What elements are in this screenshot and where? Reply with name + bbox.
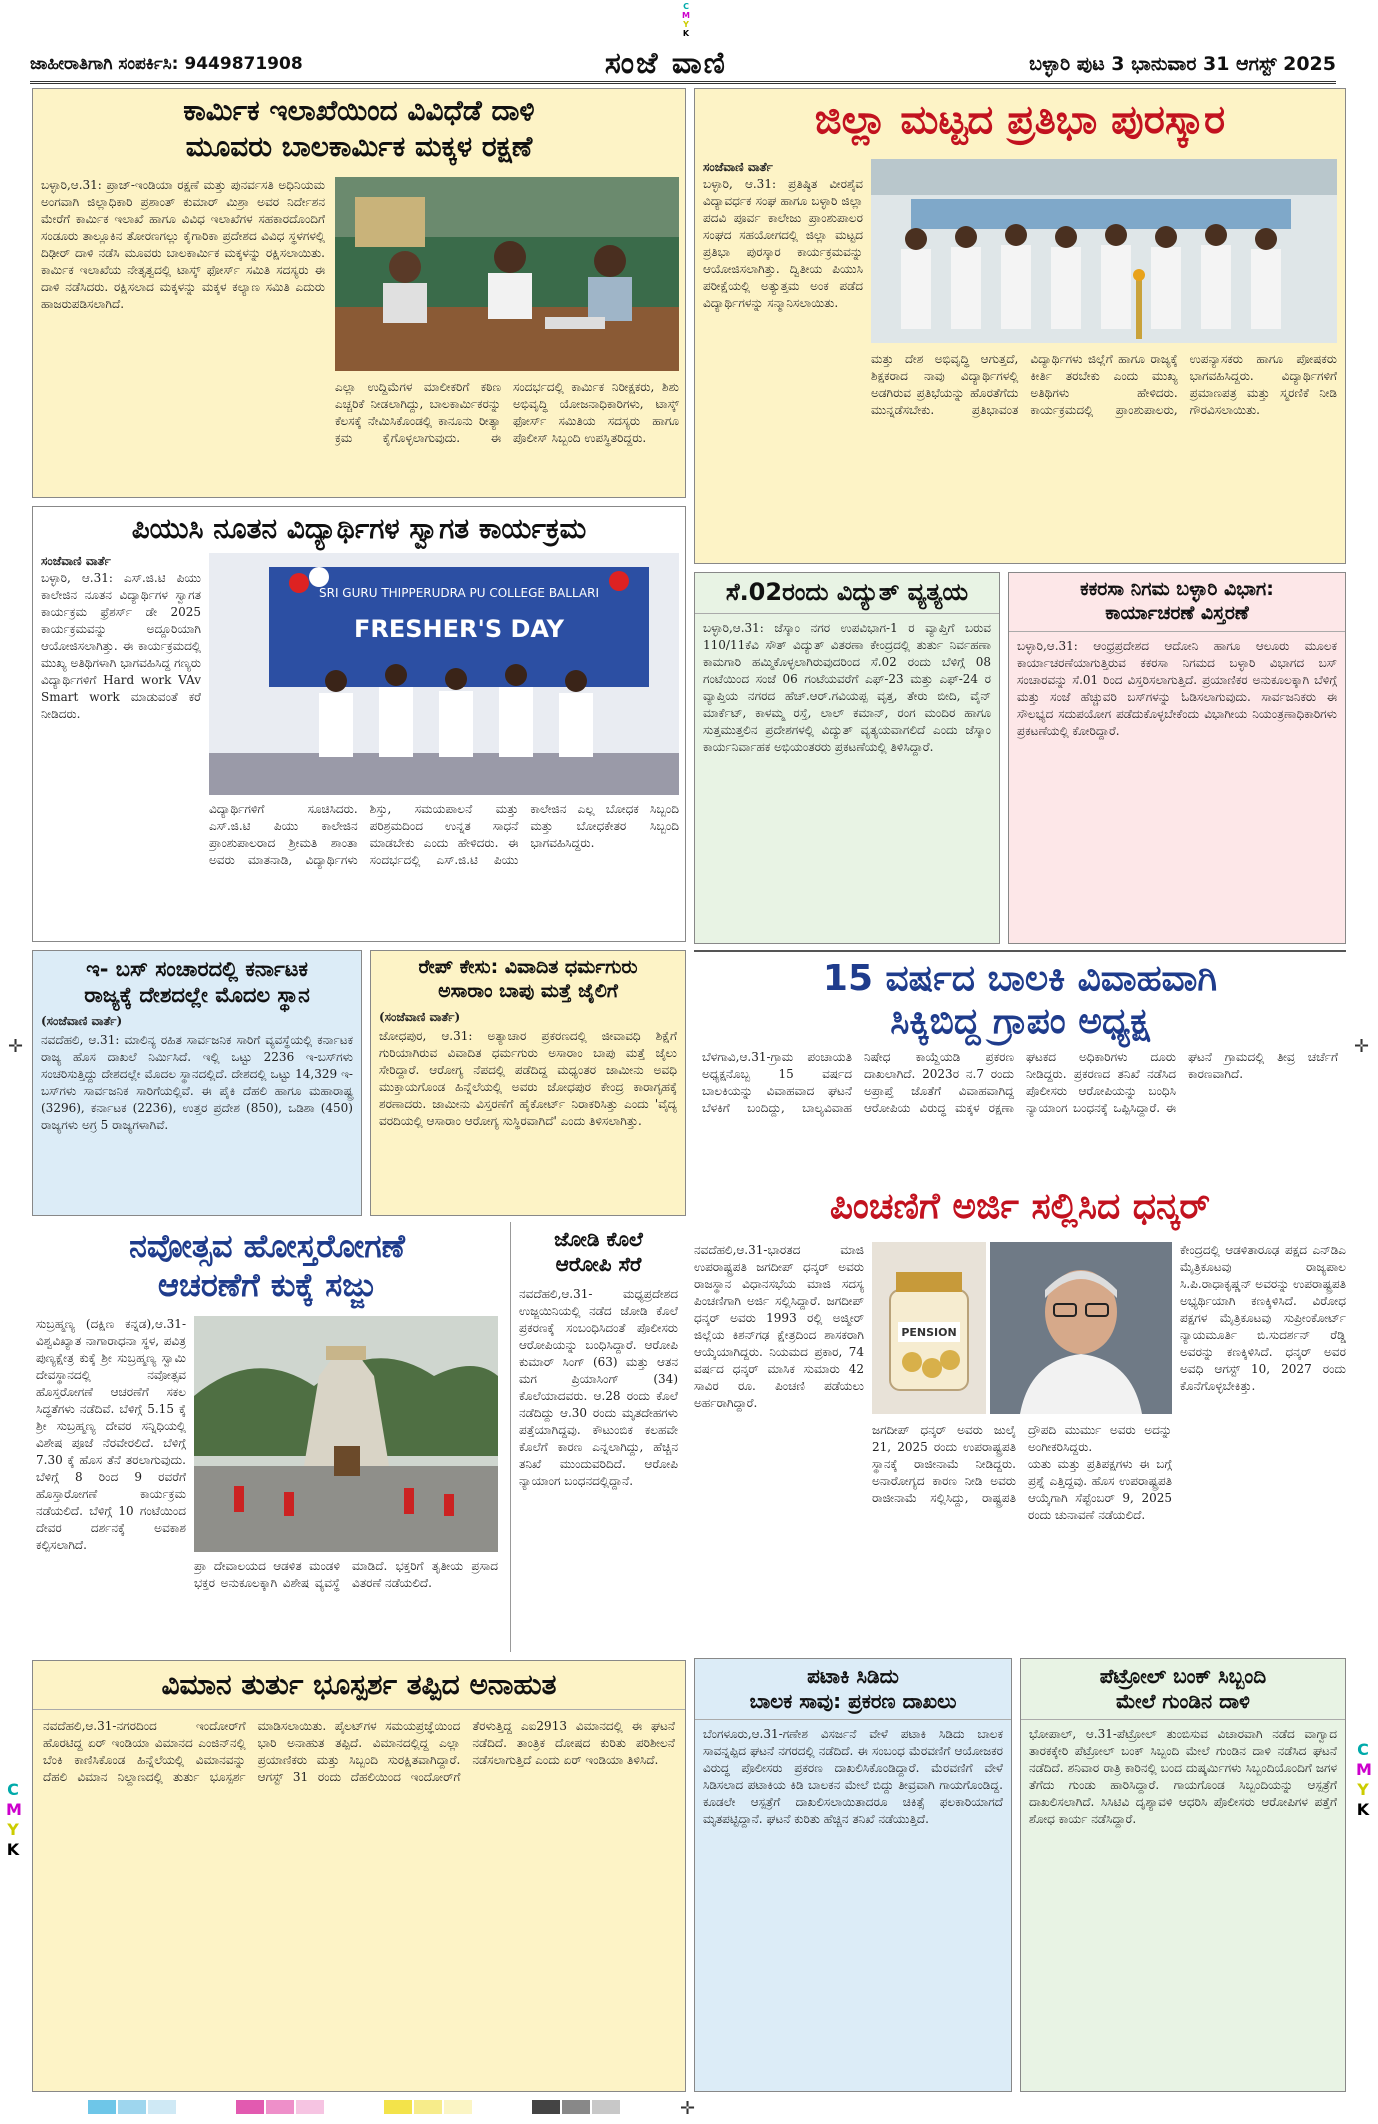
article-flight-emergency (32, 1660, 686, 2092)
pension-jar-illustration (872, 1242, 986, 1414)
cmyk-m: M (1356, 1760, 1372, 1779)
article-body: ಬಳ್ಳಾರಿ,ಆ.31: ಆಂಧ್ರಪ್ರದೇಶದ ಆದೋನಿ ಹಾಗೂ ಆಲೂರು ಮೂಲಕ ಕಾರ್ಯಾಚರಣೆಯಾಗುತ್ತಿರುವ ಕಕರಸಾ ನಿಗಮದ ಬಳ್ಳಾರಿ ವಿಭಾಗದ ಬಸ್ ಸಂಚಾರವನ್ನು ಸೆ.01 ರಿಂದ ವಿಸ್ತರಿಸಲಾಗುತ್ತಿದೆ. ಪ್ರಯಾಣಿಕರ ಅನುಕೂಲಕ್ಕಾಗಿ ಬೆಳಿಗ್ಗೆ ಮತ್ತು ಸಂಜೆ ಹೆಚ್ಚುವರಿ ಬಸ್‌ಗಳನ್ನು ಓಡಿಸಲಾಗುವುದು. ಸಾರ್ವಜನಿಕರು ಈ ಸೌಲಭ್ಯದ ಸದುಪಯೋಗ ಪಡೆದುಕೊಳ್ಳಬೇಕೆಂದು ವಿಭಾಗೀಯ ನಿಯಂತ್ರಣಾಧಿಕಾರಿಗಳು ಪ್ರಕಟಣೆಯಲ್ಲಿ ಕೋರಿದ್ದಾರೆ. (1017, 638, 1337, 738)
freshers-photo-illustration (209, 553, 679, 795)
ad-contact: ಜಾಹೀರಾತಿಗಾಗಿ ಸಂಪರ್ಕಿಸಿ: 9449871908 (30, 53, 303, 74)
article-body: ಜಗದೀಪ್ ಧನ್ಕರ್ ಅವರು ಜುಲೈ 21, 2025 ರಂದು ಉಪರಾಷ್ಟ್ರಪತಿ ಸ್ಥಾನಕ್ಕೆ ರಾಜೀನಾಮೆ ನೀಡಿದ್ದರು. ಅನಾರೋಗ್ಯದ ಕಾರಣ ನೀಡಿ ಅವರು ರಾಜೀನಾಮೆ ಸಲ್ಲಿಸಿದ್ದು, ರಾಷ್ಟ್ರಪತಿ ದ್ರೌಪದಿ ಮುರ್ಮು ಅವರು ಅದನ್ನು ಅಂಗೀಕರಿಸಿದ್ದರು. (872, 1423, 1172, 1506)
article-body: ನವದೆಹಲಿ,ಆ.31-ನಗರದಿಂದ ಇಂದೋರ್‌ಗೆ ಹೊರಟಿದ್ದ ಏರ್ ಇಂಡಿಯಾ ವಿಮಾನದ ಎಂಜಿನ್‌ನಲ್ಲಿ ಬೆಂಕಿ ಕಾಣಿಸಿಕೊಂಡ ಹಿನ್ನೆಲೆಯಲ್ಲಿ ವಿಮಾನವನ್ನು ದೆಹಲಿ ವಿಮಾನ ನಿಲ್ದಾಣದಲ್ಲಿ ತುರ್ತು ಭೂಸ್ಪರ್ಶ ಮಾಡಿಸಲಾಯಿತು. ಪೈಲಟ್‌ಗಳ ಸಮಯಪ್ರಜ್ಞೆಯಿಂದ ಭಾರಿ ಅನಾಹುತ ತಪ್ಪಿದೆ. ವಿಮಾನದಲ್ಲಿದ್ದ ಎಲ್ಲಾ ಪ್ರಯಾಣಿಕರು ಮತ್ತು ಸಿಬ್ಬಂದಿ ಸುರಕ್ಷಿತವಾಗಿದ್ದಾರೆ. ಆಗಸ್ಟ್ 31 ರಂದು ದೆಹಲಿಯಿಂದ ಇಂದೋರ್‌ಗೆ ತೆರಳುತ್ತಿದ್ದ ಎಐ2913 ವಿಮಾನದಲ್ಲಿ ಈ ಘಟನೆ ನಡೆದಿದೆ. ತಾಂತ್ರಿಕ ದೋಷದ ಕುರಿತು ಪರಿಶೀಲನೆ ನಡೆಸಲಾಗುತ್ತಿದೆ ಎಂದು ಏರ್ ಇಂಡಿಯಾ ತಿಳಿಸಿದೆ. (43, 1719, 675, 1785)
meeting-photo-illustration (335, 177, 679, 371)
article-petrol-bunk (1020, 1658, 1346, 2092)
article-firecracker (694, 1658, 1012, 2092)
color-calibration-swatch (414, 2100, 442, 2114)
color-calibration-swatch (562, 2100, 590, 2114)
color-calibration-swatch (532, 2100, 560, 2114)
color-calibration-swatch (592, 2100, 620, 2114)
article-column (41, 553, 201, 937)
color-calibration-swatch (118, 2100, 146, 2114)
article-body: ಬಳ್ಳಾರಿ,ಆ.31: ಜೆಸ್ಕಾಂ ನಗರ ಉಪವಿಭಾಗ-1 ರ ವ್ಯಾಪ್ತಿಗೆ ಬರುವ 110/11ಕೆವಿ ಸೌತ್ ವಿದ್ಯುತ್ ವಿತರಣಾ ಕೇಂದ್ರದಲ್ಲಿ ತುರ್ತು ನಿರ್ವಹಣಾ ಕಾಮಗಾರಿ ಹಮ್ಮಿಕೊಳ್ಳಲಾಗಿರುವುದರಿಂದ ಸೆ.02 ರಂದು ಬೆಳಿಗ್ಗೆ 08 ಗಂಟೆಯಿಂದ ಸಂಜೆ 06 ಗಂಟೆಯವರೆಗೆ ಎಫ್-23 ಮತ್ತು ಎಫ್-24 ರ ವ್ಯಾಪ್ತಿಯ ನಗರದ ಹೆಚ್.ಆರ್.ಗವಿಯಪ್ಪ ವೃತ್ತ, ತೇರು ಬೀದಿ, ವೈನ್ ಮಾರ್ಕೆಟ್, ಕಾಳಮ್ಮ ರಸ್ತೆ, ಲಾಲ್ ಕಮಾನ್, ರಂಗ ಮಂದಿರ ಹಾಗೂ ಸುತ್ತಮುತ್ತಲಿನ ಪ್ರದೇಶಗಳಲ್ಲಿ ವಿದ್ಯುತ್ ವ್ಯತ್ಯಯವಾಗಲಿದೆ ಎಂದು ಜೆಸ್ಕಾಂ ಕಾರ್ಯನಿರ್ವಾಹಕ ಅಭಿಯಂತರರು ಪ್ರಕಟಣೆಯಲ್ಲಿ ತಿಳಿಸಿದ್ದಾರೆ. (703, 620, 991, 754)
article-body: ಜೋಧಪುರ, ಆ.31: ಅತ್ಯಾಚಾರ ಪ್ರಕರಣದಲ್ಲಿ ಜೀವಾವಧಿ ಶಿಕ್ಷೆಗೆ ಗುರಿಯಾಗಿರುವ ವಿವಾದಿತ ಧರ್ಮಗುರು ಅಸಾರಾಂ ಬಾಪು ಮತ್ತೆ ಜೈಲು ಸೇರಿದ್ದಾರೆ. ಆರೋಗ್ಯ ನೆಪದಲ್ಲಿ ಪಡೆದಿದ್ದ ಮಧ್ಯಂತರ ಜಾಮೀನು ಅವಧಿ ಮುಕ್ತಾಯಗೊಂಡ ಹಿನ್ನೆಲೆಯಲ್ಲಿ ಅವರು ಜೋಧಪುರ ಕೇಂದ್ರ ಕಾರಾಗೃಹಕ್ಕೆ ಶರಣಾದರು. ಜಾಮೀನು ವಿಸ್ತರಣೆಗೆ ಹೈಕೋರ್ಟ್ ನಿರಾಕರಿಸಿತ್ತು ಎಂದು 'ವೈದ್ಯ ವರದಿಯಲ್ಲಿ ಆಸಾರಾಂ ಆರೋಗ್ಯ ಸುಸ್ಥಿರವಾಗಿದೆ' ಎಂದು ತಿಳಿಸಲಾಗಿತ್ತು. (379, 1028, 677, 1128)
headline: ಜಿಲ್ಲಾ ಮಟ್ಟದ ಪ್ರತಿಭಾ ಪುರಸ್ಕಾರ (814, 97, 1226, 143)
article-ebus (32, 950, 362, 1216)
crosshair-mark: ✛ (1354, 1036, 1370, 1057)
cmyk-k: K (682, 29, 690, 38)
photo-dhankhar (990, 1242, 1172, 1414)
crosshair-mark: ✛ (680, 2098, 696, 2119)
page-header (30, 46, 1336, 84)
cmyk-c: C (1357, 1740, 1369, 1759)
headline: ರೇಪ್ ಕೇಸು: ವಿವಾದಿತ ಧರ್ಮಗುರು (418, 956, 638, 978)
article-power-cut (694, 572, 1000, 944)
article-body: ಬಳ್ಳಾರಿ, ಆ.31: ಪ್ರತಿಷ್ಠಿತ ವೀರಶೈವ ವಿದ್ಯಾವರ್ಧಕ ಸಂಘ ಹಾಗೂ ಬಳ್ಳಾರಿ ಜಿಲ್ಲಾ ಪದವಿ ಪೂರ್ವ ಕಾಲೇಜು ಪ್ರಾಂಶುಪಾಲರ ಸಂಘದ ಸಹಯೋಗದಲ್ಲಿ ಜಿಲ್ಲಾ ಮಟ್ಟದ ಪ್ರತಿಭಾ ಪುರಸ್ಕಾರ ಕಾರ್ಯಕ್ರಮವನ್ನು ಆಯೋಜಿಸಲಾಗಿತ್ತು. ದ್ವಿತೀಯ ಪಿಯುಸಿ ಪರೀಕ್ಷೆಯಲ್ಲಿ ಅತ್ಯುತ್ತಮ ಅಂಕ ಪಡೆದ ವಿದ್ಯಾರ್ಥಿಗಳನ್ನು ಸನ್ಮಾನಿಸಲಾಯಿತು. (703, 177, 863, 311)
article-body: ಕೇಂದ್ರದಲ್ಲಿ ಆಡಳಿತಾರೂಢ ಪಕ್ಷದ ಎನ್‌ಡಿಎ ಮೈತ್ರಿಕೂಟವು ರಾಜ್ಯಪಾಲ ಸಿ.ಪಿ.ರಾಧಾಕೃಷ್ಣನ್ ಅವರನ್ನು ಉಪರಾಷ್ಟ್ರಪತಿ ಅಭ್ಯರ್ಥಿಯಾಗಿ ಕಣಕ್ಕಿಳಿಸಿದೆ. ವಿರೋಧ ಪಕ್ಷಗಳ ಮೈತ್ರಿಕೂಟವು ಸುಪ್ರೀಂಕೋರ್ಟ್ ನ್ಯಾಯಮೂರ್ತಿ ಬಿ.ಸುದರ್ಶನ್ ರೆಡ್ಡಿ ಅವರನ್ನು ಕಣಕ್ಕಿಳಿಸಿದೆ. ಧನ್ಕರ್ ಅವರ ಅವಧಿ ಆಗಸ್ಟ್ 10, 2027 ರಂದು ಕೊನೆಗೊಳ್ಳಬೇಕಿತ್ತು. (1180, 1243, 1346, 1394)
article-kukke-festival (32, 1222, 502, 1652)
headline: ಕಕರಸಾ ನಿಗಮ ಬಳ್ಳಾರಿ ವಿಭಾಗ: (1080, 578, 1274, 600)
headline: ವಿಮಾನ ತುರ್ತು ಭೂಸ್ಪರ್ಶ ತಪ್ಪಿದ ಅನಾಹುತ (33, 1661, 685, 1710)
photo-freshers-day (209, 553, 679, 795)
article-talent-award (694, 88, 1346, 564)
article-double-murder (510, 1222, 686, 1652)
cmyk-y: Y (7, 1820, 19, 1839)
cmyk-y: Y (1357, 1780, 1369, 1799)
article-kkrtc (1008, 572, 1346, 944)
headline: ಇ- ಬಸ್ ಸಂಚಾರದಲ್ಲಿ ಕರ್ನಾಟಕ (86, 957, 308, 981)
article-body: ಪ್ರಾ ದೇವಾಲಯದ ಆಡಳಿತ ಮಂಡಳಿ ಭಕ್ತರ ಅನುಕೂಲಕ್ಕಾಗಿ ವಿಶೇಷ ವ್ಯವಸ್ಥೆ ಮಾಡಿದೆ. ಭಕ್ತರಿಗೆ ತೃತೀಯ ಪ್ರಸಾದ ವಿತರಣೆ ನಡೆಯಲಿದೆ. (194, 1559, 498, 1591)
source-tag: ಸಂಜೆವಾಣಿ ವಾರ್ತೆ (703, 160, 773, 174)
pension-label: PENSION (901, 1326, 957, 1339)
cmyk-c: C (683, 2, 689, 11)
article-body: ಸುಬ್ರಹ್ಮಣ್ಯ (ದಕ್ಷಿಣ ಕನ್ನಡ),ಆ.31-ವಿಶ್ವವಿಖ್ಯಾತ ನಾಗಾರಾಧನಾ ಸ್ಥಳ, ಪವಿತ್ರ ಪುಣ್ಯಕ್ಷೇತ್ರ ಕುಕ್ಕೆ ಶ್ರೀ ಸುಬ್ರಹ್ಮಣ್ಯ ಸ್ವಾಮಿ ದೇವಸ್ಥಾನದಲ್ಲಿ ನವೋತ್ಸವ ಹೊಸ್ತರೋಗಣೆ ಆಚರಣೆಗೆ ಸಕಲ ಸಿದ್ಧತೆಗಳು ನಡೆದಿವೆ. ಬೆಳಿಗ್ಗೆ 5.15 ಕ್ಕೆ ಶ್ರೀ ಸುಬ್ರಹ್ಮಣ್ಯ ದೇವರ ಸನ್ನಿಧಿಯಲ್ಲಿ ವಿಶೇಷ ಪೂಜೆ ನೆರವೇರಲಿದೆ. ಬೆಳಿಗ್ಗೆ 7.30 ಕ್ಕೆ ಹೊಸ ತೆನೆ ತರಲಾಗುವುದು. ಬೆಳಿಗ್ಗೆ 8 ರಿಂದ 9 ರವರೆಗೆ ಹೊಸ್ತಾರೋಗಣೆ ಕಾರ್ಯಕ್ರಮ ನಡೆಯಲಿದೆ. ಬೆಳಿಗ್ಗೆ 10 ಗಂಟೆಯಿಂದ ದೇವರ ದರ್ಶನಕ್ಕೆ ಅವಕಾಶ ಕಲ್ಪಿಸಲಾಗಿದೆ. (36, 1317, 186, 1553)
headline: ಮೇಲೆ ಗುಂಡಿನ ದಾಳಿ (1021, 1688, 1345, 1720)
headline: ಪಿಂಚಣಿಗೆ ಅರ್ಜಿ ಸಲ್ಲಿಸಿದ ಧನ್ಕರ್ (829, 1186, 1211, 1227)
article-body: ಬೆಳಗಾವಿ,ಆ.31-ಗ್ರಾಮ ಪಂಚಾಯತಿ ಅಧ್ಯಕ್ಷನೊಬ್ಬ 15 ವರ್ಷದ ಬಾಲಕಿಯನ್ನು ವಿವಾಹವಾದ ಘಟನೆ ಬೆಳಕಿಗೆ ಬಂದಿದ್ದು, ಬಾಲ್ಯವಿವಾಹ ನಿಷೇಧ ಕಾಯ್ದೆಯಡಿ ಪ್ರಕರಣ ದಾಖಲಾಗಿದೆ. 2023ರ ನ.7 ರಂದು ಅಪ್ರಾಪ್ತೆ ಜೊತೆಗೆ ವಿವಾಹವಾಗಿದ್ದ ಆರೋಪಿಯ ವಿರುದ್ಧ ಮಕ್ಕಳ ರಕ್ಷಣಾ ಘಟಕದ ಅಧಿಕಾರಿಗಳು ದೂರು ನೀಡಿದ್ದರು. ಪ್ರಕರಣದ ತನಿಖೆ ನಡೆಸಿದ ಪೊಲೀಸರು ಆರೋಪಿಯನ್ನು ಬಂಧಿಸಿ ನ್ಯಾಯಾಂಗ ಬಂಧನಕ್ಕೆ ಒಪ್ಪಿಸಿದ್ದಾರೆ. ಈ ಘಟನೆ ಗ್ರಾಮದಲ್ಲಿ ತೀವ್ರ ಚರ್ಚೆಗೆ ಕಾರಣವಾಗಿದೆ. (702, 1049, 1338, 1115)
headline: ಸೆ.02ರಂದು ವಿದ್ಯುತ್ ವ್ಯತ್ಯಯ (695, 573, 999, 614)
photo-kukke-temple (194, 1316, 498, 1552)
cmyk-registration-top (674, 2, 698, 38)
headline: ಪೆಟ್ರೋಲ್ ಬಂಕ್ ಸಿಬ್ಬಂದಿ (1099, 1664, 1267, 1688)
source-tag: (ಸಂಜೆವಾಣಿ ವಾರ್ತೆ) (41, 1014, 123, 1029)
article-body: ಯತು ಮತ್ತು ಪ್ರತಿಪಕ್ಷಗಳು ಈ ಬಗ್ಗೆ ಪ್ರಶ್ನೆ ಎತ್ತಿದ್ದವು. ಹೊಸ ಉಪರಾಷ್ಟ್ರಪತಿ ಆಯ್ಕೆಗಾಗಿ ಸೆಪ್ಟೆಂಬರ್ 9, 2025 ರಂದು ಚುನಾವಣೆ ನಡೆಯಲಿದೆ. (1028, 1457, 1172, 1523)
article-dhankhar-pension (694, 1180, 1346, 1652)
headline: ಕಾರ್ಯಾಚರಣೆ ವಿಸ್ತರಣೆ (1009, 601, 1345, 632)
cmyk-k: K (6, 1840, 20, 1859)
cmyk-registration-right (1356, 1740, 1370, 1820)
color-calibration-swatch (236, 2100, 264, 2114)
article-child-labour (32, 88, 686, 498)
headline: 15 ವರ್ಷದ ಬಾಲಕಿ ವಿವಾಹವಾಗಿ (822, 958, 1218, 999)
headline: ಸಿಕ್ಕಿಬಿದ್ದ ಗ್ರಾಪಂ ಅಧ್ಯಕ್ಷ (890, 1001, 1150, 1043)
article-pu-welcome (32, 506, 686, 942)
photo-pension-jar (872, 1242, 986, 1414)
article-body: ಭೋಪಾಲ್, ಆ.31-ಪೆಟ್ರೋಲ್ ತುಂಬಿಸುವ ವಿಚಾರವಾಗಿ ನಡೆದ ವಾಗ್ವಾದ ತಾರಕಕ್ಕೇರಿ ಪೆಟ್ರೋಲ್ ಬಂಕ್ ಸಿಬ್ಬಂದಿ ಮೇಲೆ ಗುಂಡಿನ ದಾಳಿ ನಡೆಸಿದ ಘಟನೆ ನಡೆದಿದೆ. ಶನಿವಾರ ರಾತ್ರಿ ಕಾರಿನಲ್ಲಿ ಬಂದ ದುಷ್ಕರ್ಮಿಗಳು ಸಿಬ್ಬಂದಿಯೊಂದಿಗೆ ಜಗಳ ತೆಗೆದು ಗುಂಡು ಹಾರಿಸಿದ್ದಾರೆ. ಗಾಯಗೊಂಡ ಸಿಬ್ಬಂದಿಯನ್ನು ಆಸ್ಪತ್ರೆಗೆ ದಾಖಲಿಸಲಾಗಿದೆ. ಸಿಸಿಟಿವಿ ದೃಶ್ಯಾವಳಿ ಆಧರಿಸಿ ಪೊಲೀಸರು ಆರೋಪಿಗಳ ಪತ್ತೆಗೆ ಶೋಧ ಕಾರ್ಯ ನಡೆಸಿದ್ದಾರೆ. (1029, 1727, 1337, 1827)
color-calibration-swatch (148, 2100, 176, 2114)
ceremony-photo-illustration (871, 159, 1337, 343)
article-body: ಎಲ್ಲಾ ಉದ್ದಿಮೆಗಳ ಮಾಲೀಕರಿಗೆ ಕಠಿಣ ಎಚ್ಚರಿಕೆ ನೀಡಲಾಗಿದ್ದು, ಬಾಲಕಾರ್ಮಿಕರನ್ನು ಕೆಲಸಕ್ಕೆ ನೇಮಿಸಿಕೊಂಡಲ್ಲಿ ಕಾನೂನು ರೀತ್ಯಾ ಕ್ರಮ ಕೈಗೊಳ್ಳಲಾಗುವುದು. ಈ ಸಂದರ್ಭದಲ್ಲಿ ಕಾರ್ಮಿಕ ನಿರೀಕ್ಷಕರು, ಶಿಶು ಅಭಿವೃದ್ಧಿ ಯೋಜನಾಧಿಕಾರಿಗಳು, ಟಾಸ್ಕ್ ಫೋರ್ಸ್ ಸಮಿತಿಯ ಸದಸ್ಯರು ಹಾಗೂ ಪೊಲೀಸ್ ಸಿಬ್ಬಂದಿ ಉಪಸ್ಥಿತರಿದ್ದರು. (335, 380, 679, 446)
article-body: ಬಳ್ಳಾರಿ, ಆ.31: ಎಸ್.ಜಿ.ಟಿ ಪಿಯು ಕಾಲೇಜಿನ ನೂತನ ವಿದ್ಯಾರ್ಥಿಗಳ ಸ್ವಾಗತ ಕಾರ್ಯಕ್ರಮ ಫ್ರೆಶರ್ಸ್ ಡೇ 2025 ಕಾರ್ಯಕ್ರಮವನ್ನು ಅದ್ದೂರಿಯಾಗಿ ಆಯೋಜಿಸಲಾಗಿತ್ತು. ಈ ಕಾರ್ಯಕ್ರಮದಲ್ಲಿ ಮುಖ್ಯ ಅತಿಥಿಗಳಾಗಿ ಭಾಗವಹಿಸಿದ್ದ ಗಣ್ಯರು ವಿದ್ಯಾರ್ಥಿಗಳಿಗೆ Hard work VAv Smart work ಮಾಡುವಂತೆ ಕರೆ ನೀಡಿದರು. (41, 571, 201, 722)
article-body: ಮತ್ತು ದೇಶ ಅಭಿವೃದ್ಧಿ ಆಗುತ್ತದೆ, ಶಿಕ್ಷಕರಾದ ನಾವು ವಿದ್ಯಾರ್ಥಿಗಳಲ್ಲಿ ಅಡಗಿರುವ ಪ್ರತಿಭೆಯನ್ನು ಹೊರತೆಗೆದು ಮುನ್ನಡೆಸಬೇಕು. ಪ್ರತಿಭಾವಂತ ವಿದ್ಯಾರ್ಥಿಗಳು ಜಿಲ್ಲೆಗೆ ಹಾಗೂ ರಾಜ್ಯಕ್ಕೆ ಕೀರ್ತಿ ತರಬೇಕು ಎಂದು ಮುಖ್ಯ ಅತಿಥಿಗಳು ಹೇಳಿದರು. ಕಾರ್ಯಕ್ರಮದಲ್ಲಿ ಪ್ರಾಂಶುಪಾಲರು, ಉಪನ್ಯಾಸಕರು ಹಾಗೂ ಪೋಷಕರು ಭಾಗವಹಿಸಿದ್ದರು. ವಿದ್ಯಾರ್ಥಿಗಳಿಗೆ ಪ್ರಮಾಣಪತ್ರ ಮತ್ತು ಸ್ಮರಣಿಕೆ ನೀಡಿ ಗೌರವಿಸಲಾಯಿತು. (871, 352, 1337, 418)
headline: ಪಿಯುಸಿ ನೂತನ ವಿದ್ಯಾರ್ಥಿಗಳ ಸ್ವಾಗತ ಕಾರ್ಯಕ್ರಮ (131, 512, 587, 545)
cmyk-c: C (7, 1780, 19, 1799)
headline: ಆಚರಣೆಗೆ ಕುಕ್ಕೆ ಸಜ್ಜು (157, 1265, 377, 1304)
headline: ಬಾಲಕ ಸಾವು: ಪ್ರಕರಣ ದಾಖಲು (695, 1688, 1011, 1720)
color-calibration-swatch (384, 2100, 412, 2114)
color-calibration-swatch (266, 2100, 294, 2114)
page-dateline: ಬಳ್ಳಾರಿ ಪುಟ 3 ಭಾನುವಾರ 31 ಆಗಸ್ಟ್ 2025 (1029, 52, 1336, 75)
article-column (703, 159, 863, 559)
article-body: ಬಳ್ಳಾರಿ,ಆ.31: ಪ್ರಾಜ್-ಇಂಡಿಯಾ ರಕ್ಷಣೆ ಮತ್ತು ಪುನರ್ವಸತಿ ಅಧಿನಿಯಮ ಅಂಗವಾಗಿ ಜಿಲ್ಲಾಧಿಕಾರಿ ಪ್ರಶಾಂತ್ ಕುಮಾರ್ ಮಿಶ್ರಾ ಅವರ ನಿರ್ದೇಶನ ಮೇರೆಗೆ ಕಾರ್ಮಿಕ ಇಲಾಖೆ ಹಾಗೂ ವಿವಿಧ ಇಲಾಖೆಗಳ ಸಹಕಾರದೊಂದಿಗೆ ಸಂಡೂರು ತಾಲ್ಲೂಕಿನ ತೋರಣಗಲ್ಲು ಕೈಗಾರಿಕಾ ಪ್ರದೇಶದ ವಿವಿಧ ಸ್ಥಳಗಳಲ್ಲಿ ದಿಢೀರ್ ದಾಳಿ ನಡೆಸಿ ಮೂವರು ಬಾಲಕಾರ್ಮಿಕ ಮಕ್ಕಳನ್ನು ರಕ್ಷಿಸಲಾಯಿತು. ಕಾರ್ಮಿಕ ಇಲಾಖೆಯ ನೇತೃತ್ವದಲ್ಲಿ ಟಾಸ್ಕ್ ಫೋರ್ಸ್ ಸಮಿತಿ ಸದಸ್ಯರು ಈ ದಾಳಿ ನಡೆಸಿದರು. ರಕ್ಷಿಸಲಾದ ಮಕ್ಕಳನ್ನು ಮಕ್ಕಳ ಕಲ್ಯಾಣ ಸಮಿತಿ ಎದುರು ಹಾಜರುಪಡಿಸಲಾಗಿದೆ. (41, 178, 325, 312)
color-calibration-swatch (444, 2100, 472, 2114)
headline: ರಾಜ್ಯಕ್ಕೆ ದೇಶದಲ್ಲೇ ಮೊದಲ ಸ್ಥಾನ (84, 983, 310, 1008)
crosshair-mark: ✛ (8, 1036, 24, 1057)
cmyk-registration-left (6, 1780, 20, 1860)
cmyk-m: M (6, 1800, 22, 1819)
source-tag: ಸಂಜೆವಾಣಿ ವಾರ್ತೆ (41, 554, 111, 568)
cmyk-y: Y (683, 20, 689, 29)
color-calibration-swatch (296, 2100, 324, 2114)
article-rape-case (370, 950, 686, 1216)
banner-college-name: SRI GURU THIPPERUDRA PU COLLEGE BALLARI (319, 586, 599, 600)
article-body: ನವದೆಹಲಿ,ಆ.31-ಭಾರತದ ಮಾಜಿ ಉಪರಾಷ್ಟ್ರಪತಿ ಜಗದೀಪ್ ಧನ್ಕರ್ ಅವರು ರಾಜಸ್ಥಾನ ವಿಧಾನಸಭೆಯ ಮಾಜಿ ಸದಸ್ಯ ಪಿಂಚಣಿಗಾಗಿ ಅರ್ಜಿ ಸಲ್ಲಿಸಿದ್ದಾರೆ. ಜಗದೀಪ್ ಧನ್ಕರ್ ಅವರು 1993 ರಲ್ಲಿ ಅಜ್ಮೀರ್ ಜಿಲ್ಲೆಯ ಕಿಶನ್‌ಗಢ ಕ್ಷೇತ್ರದಿಂದ ಶಾಸಕರಾಗಿ ಆಯ್ಕೆಯಾಗಿದ್ದರು. ನಿಯಮದ ಪ್ರಕಾರ, 74 ವರ್ಷದ ಧನ್ಕರ್ ಮಾಸಿಕ ಸುಮಾರು 42 ಸಾವಿರ ರೂ. ಪಿಂಚಣಿ ಪಡೆಯಲು ಅರ್ಹರಾಗಿದ್ದಾರೆ. (694, 1243, 864, 1411)
photo-award-ceremony (871, 159, 1337, 343)
article-body: ಬೆಂಗಳೂರು,ಆ.31-ಗಣೇಶ ವಿಸರ್ಜನೆ ವೇಳೆ ಪಟಾಕಿ ಸಿಡಿದು ಬಾಲಕ ಸಾವನ್ನಪ್ಪಿದ ಘಟನೆ ನಗರದಲ್ಲಿ ನಡೆದಿದೆ. ಈ ಸಂಬಂಧ ಮೆರವಣಿಗೆ ಆಯೋಜಕರ ವಿರುದ್ಧ ಪೊಲೀಸರು ಪ್ರಕರಣ ದಾಖಲಿಸಿಕೊಂಡಿದ್ದಾರೆ. ಮೆರವಣಿಗೆ ವೇಳೆ ಸಿಡಿಸಲಾದ ಪಟಾಕಿಯ ಕಿಡಿ ಬಾಲಕನ ಮೇಲೆ ಬಿದ್ದು ತೀವ್ರವಾಗಿ ಗಾಯಗೊಂಡಿದ್ದ. ಕೂಡಲೇ ಆಸ್ಪತ್ರೆಗೆ ದಾಖಲಿಸಲಾಯಿತಾದರೂ ಚಿಕಿತ್ಸೆ ಫಲಕಾರಿಯಾಗದೆ ಮೃತಪಟ್ಟಿದ್ದಾನೆ. ಘಟನೆ ಕುರಿತು ಹೆಚ್ಚಿನ ತನಿಖೆ ನಡೆಯುತ್ತಿದೆ. (703, 1727, 1003, 1827)
cmyk-k: K (1356, 1800, 1370, 1819)
article-column (872, 1422, 1172, 1646)
banner-freshers-day: FRESHER'S DAY (353, 615, 565, 643)
headline: ನವೋತ್ಸವ ಹೋಸ್ತರೋಗಣೆ (129, 1227, 405, 1265)
portrait-illustration (990, 1242, 1172, 1414)
headline: ಮೂವರು ಬಾಲಕಾರ್ಮಿಕ ಮಕ್ಕಳ ರಕ್ಷಣೆ (185, 130, 533, 164)
color-calibration-swatch (88, 2100, 116, 2114)
headline: ಅಸಾರಾಂ ಬಾಪು ಮತ್ತೆ ಜೈಲಿಗೆ (438, 979, 618, 1002)
temple-photo-illustration (194, 1316, 498, 1552)
article-child-marriage (694, 950, 1346, 1172)
source-tag: (ಸಂಜೆವಾಣಿ ವಾರ್ತೆ) (379, 1009, 461, 1024)
cmyk-m: M (682, 11, 690, 20)
photo-officials-meeting (335, 177, 679, 371)
headline: ಕಾರ್ಮಿಕ ಇಲಾಖೆಯಿಂದ ವಿವಿಧೆಡೆ ದಾಳಿ (183, 94, 535, 127)
headline: ಜೋಡಿ ಕೊಲೆ (554, 1227, 643, 1251)
article-body: ನವದೆಹಲಿ,ಆ.31- ಮಧ್ಯಪ್ರದೇಶದ ಉಜ್ಜಯಿನಿಯಲ್ಲಿ ನಡೆದ ಜೋಡಿ ಕೊಲೆ ಪ್ರಕರಣಕ್ಕೆ ಸಂಬಂಧಿಸಿದಂತೆ ಪೊಲೀಸರು ಆರೋಪಿಯನ್ನು ಬಂಧಿಸಿದ್ದಾರೆ. ಆರೋಪಿ ಕುಮಾರ್ ಸಿಂಗ್ (63) ಮತ್ತು ಆತನ ಮಗ ಪ್ರಿಯಾಸಿಂಗ್ (34) ಕೊಲೆಯಾದವರು. ಆ.28 ರಂದು ಕೊಲೆ ನಡೆದಿದ್ದು ಆ.30 ರಂದು ಮೃತದೇಹಗಳು ಪತ್ತೆಯಾಗಿದ್ದವು. ಕೌಟುಂಬಿಕ ಕಲಹವೇ ಕೊಲೆಗೆ ಕಾರಣ ಎನ್ನಲಾಗಿದ್ದು, ಹೆಚ್ಚಿನ ತನಿಖೆ ಮುಂದುವರಿದಿದೆ. ಆರೋಪಿ ನ್ಯಾಯಾಂಗ ಬಂಧನದಲ್ಲಿದ್ದಾನೆ. (519, 1287, 678, 1489)
article-body: ವಿದ್ಯಾರ್ಥಿಗಳಿಗೆ ಸೂಚಿಸಿದರು. ಎಸ್.ಜಿ.ಟಿ ಪಿಯು ಕಾಲೇಜಿನ ಪ್ರಾಂಶುಪಾಲರಾದ ಶ್ರೀಮತಿ ಶಾಂತಾ ಅವರು ಮಾತನಾಡಿ, ವಿದ್ಯಾರ್ಥಿಗಳು ಶಿಸ್ತು, ಸಮಯಪಾಲನೆ ಮತ್ತು ಪರಿಶ್ರಮದಿಂದ ಉನ್ನತ ಸಾಧನೆ ಮಾಡಬೇಕು ಎಂದು ಹೇಳಿದರು. ಈ ಸಂದರ್ಭದಲ್ಲಿ ಎಸ್.ಜಿ.ಟಿ ಪಿಯು ಕಾಲೇಜಿನ ಎಲ್ಲ ಬೋಧಕ ಸಿಬ್ಬಂದಿ ಮತ್ತು ಬೋಧಕೇತರ ಸಿಬ್ಬಂದಿ ಭಾಗವಹಿಸಿದ್ದರು. (209, 802, 679, 868)
article-body: ನವದೆಹಲಿ, ಆ.31: ಮಾಲಿನ್ಯ ರಹಿತ ಸಾರ್ವಜನಿಕ ಸಾರಿಗೆ ವ್ಯವಸ್ಥೆಯಲ್ಲಿ ಕರ್ನಾಟಕ ರಾಜ್ಯ ಹೊಸ ದಾಖಲೆ ನಿರ್ಮಿಸಿದೆ. ಇಲ್ಲಿ ಒಟ್ಟು 2236 ಇ-ಬಸ್‌ಗಳು ಸಂಚರಿಸುತ್ತಿದ್ದು ದೇಶದಲ್ಲೇ ಮೊದಲ ಸ್ಥಾನದಲ್ಲಿದೆ. ದೇಶದಲ್ಲಿ ಒಟ್ಟು 14,329 ಇ-ಬಸ್‌ಗಳು ಸಾರ್ವಜನಿಕ ಸಾರಿಗೆಯಲ್ಲಿವೆ. ಈ ಪೈಕಿ ದೆಹಲಿ ಹಾಗೂ ಮಹಾರಾಷ್ಟ್ರ (3296), ಕರ್ನಾಟಕ (2236), ಉತ್ತರ ಪ್ರದೇಶ (850), ಒಡಿಶಾ (450) ರಾಜ್ಯಗಳು ಅಗ್ರ 5 ರಾಜ್ಯಗಳಾಗಿವೆ. (41, 1033, 353, 1133)
newspaper-masthead: ಸಂಜೆ ವಾಣಿ (604, 46, 727, 81)
headline: ಆರೋಪಿ ಸೆರೆ (555, 1252, 642, 1276)
headline: ಪಟಾಕಿ ಸಿಡಿದು (807, 1664, 899, 1688)
